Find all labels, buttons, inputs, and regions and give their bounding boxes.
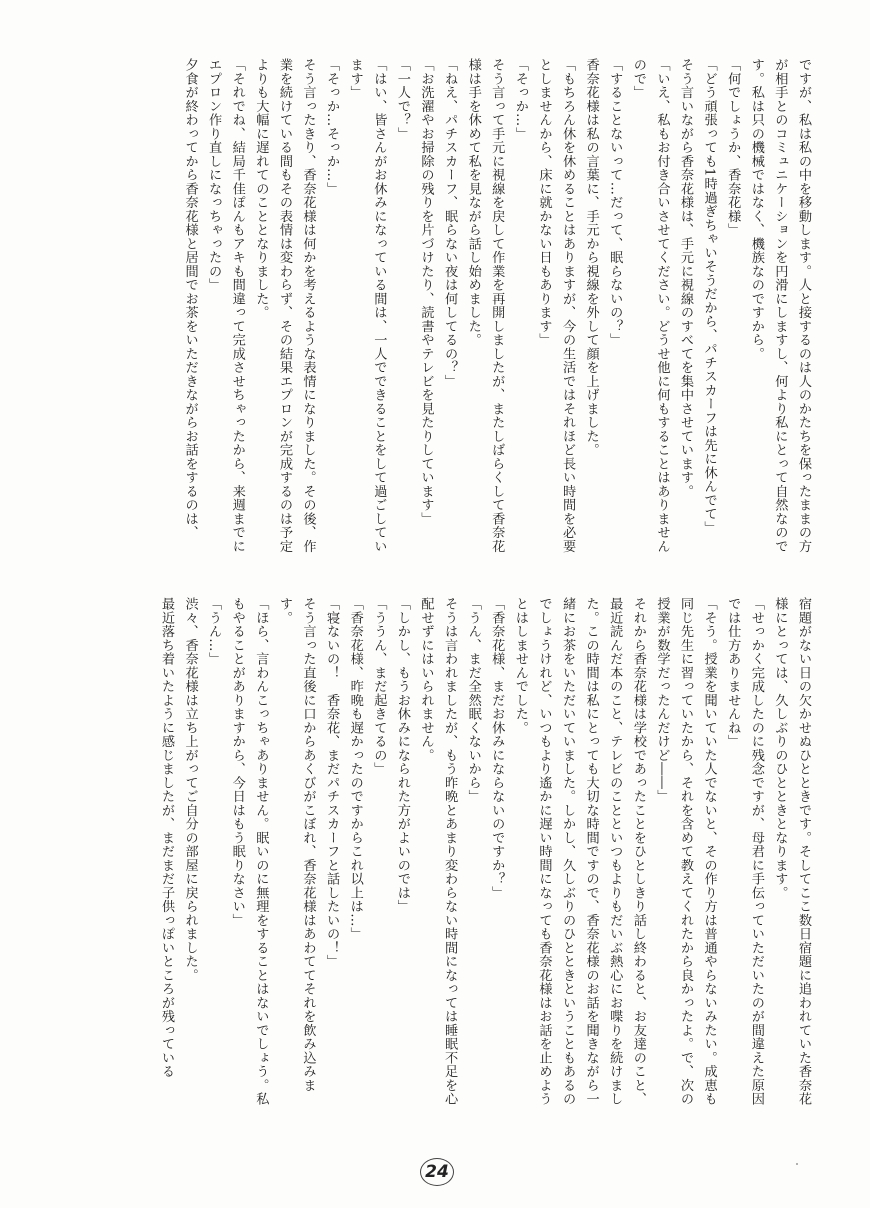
upper-paragraph: 「お洗濯やお掃除の残りを片づけたり、読書やテレビを見たりしています」 [418, 58, 434, 526]
upper-paragraph: 「一人で？」 [394, 58, 410, 141]
page-number [420, 1158, 454, 1186]
lower-paragraph: 「しかし、もうお休みになられた方がよいのでは」 [394, 597, 410, 914]
lower-paragraph: 「うん、まだ全然眠くないから」 [465, 597, 481, 804]
upper-paragraph: 「それでね、結局千佳ぽんもアキも間違って完成させちゃったから、来週までにエプロン作り直しになっちゃったの」 [206, 58, 245, 553]
lower-paragraph: それから香奈花様は学校であったことをひとしきり話し終わると、お友達のこと、最近読んだ本のこと、テレビのことといつもよりもだいぶ熱心にお喋りを続けました。この時間は私にとっても大切な時間ですので、香奈花様のお話を聞きながら一緒にお茶をいただいていました。しかし、久しぶりのひとときということもあるのでしょうけれど、いつもより遙かに遅い時間になっても香奈花様はお話を止めようとはしませんでした。 [512, 597, 646, 1106]
lower-paragraph: 「ううん、まだ起きてるの」 [371, 597, 387, 776]
upper-paragraph: 「いえ、私もお付き合いさせてください。どうせ他に何もすることはありませんので」 [630, 58, 670, 553]
upper-paragraph: そう言ったきり、香奈花様は何かを考えるような表情になりました。その後、作業を続けている間もその表情は変わらず、その結果エプロンが完成するのは予定よりも大幅に遅れてのこととなりました。 [253, 58, 316, 553]
page-number-label: 24 [425, 1162, 449, 1182]
lower-paragraph: 「香奈花様、昨晩も遅かったのですからこれ以上は…」 [347, 597, 363, 941]
upper-paragraph: そう言って手元に視線を戻して作業を再開しましたが、またしばらくして香奈花様は手を休めて私を見ながら話し始めました。 [465, 58, 505, 553]
lower-paragraph: 「うん…」 [206, 597, 222, 666]
lower-paragraph: 「香奈花様、まだお休みにならないのですか？」 [489, 597, 505, 900]
upper-paragraph: 「そっか…そっか…」 [324, 58, 340, 196]
upper-paragraph: 夕食が終わってから香奈花様と居間でお茶をいただきながらお話をするのは、 [182, 58, 198, 540]
lower-paragraph: そう言った直後に口からあくびがこぼれ、香奈花様はあわててそれを飲み込みます。 [276, 597, 316, 1092]
lower-paragraph: 「せっかく完成したのに残念ですが、母君に手伝っていただいたのが間違えた原因では仕方ありませんね」 [725, 597, 764, 1106]
lower-paragraph: 渋々、香奈花様は立ち上がってご自分の部屋に戻られました。 [182, 597, 198, 982]
upper-paragraph: 「することないって…だって、眠らないの？」 [607, 58, 623, 347]
lower-paragraph: そうは言われましたが、もう昨晩とあまり変わらない時間になっては睡眠不足を心配せずにはいられません。 [418, 597, 458, 1106]
upper-paragraph: 「もちろん休を休めることはありますが、今の生活ではそれほど長い時間を必要としませんから、床に就かない日もあります」 [536, 58, 576, 553]
upper-paragraph: 「はい、皆さんがお休みになっている間は、一人でできることをして過ごしています」 [347, 58, 387, 553]
lower-paragraph: 最近落ち着いたように感じましたが、まだまだ子供っぽいところが残っている [158, 597, 174, 1079]
upper-paragraph: 「ねえ、パチスカーフ、眠らない夜は何してるの？」 [442, 58, 458, 388]
upper-paragraph: 「何でしょうか、香奈花様」 [725, 58, 741, 237]
upper-paragraph: 「そっか…」 [512, 58, 528, 141]
upper-text-column [75, 58, 815, 558]
lower-paragraph: 「ほら、言わんこっちゃありません。眠いのに無理をすることはないでしょう。私もやることがありますから、今日はもう眠りなさい」 [229, 597, 269, 1106]
lower-paragraph: 「そう。授業を聞いていた人でないと、その作り方は普通やらないみたい。成恵も同じ先生に習っていたから、それを含めて教えてくれたから良かったよ。で、次の授業が数学だったんだけど――」 [654, 597, 717, 1106]
upper-paragraph: そう言いながら香奈花様は、手元に視線のすべてを集中させています。 [678, 58, 694, 498]
upper-paragraph: 香奈花様は私の言葉に、手元から視線を外して顔を上げました。 [583, 58, 599, 457]
lower-paragraph: 宿題がない日の欠かせぬひとときです。そしてここ数日宿題に追われていた香奈花様にとっては、久しぶりのひとときとなります。 [772, 597, 811, 1106]
lower-paragraph: 「寝ないの！ 香奈花、まだパチスカーフと話したいの！」 [324, 597, 340, 969]
paper-speck [796, 1163, 798, 1165]
upper-paragraph: 「どう頑張っても1時過ぎちゃいそうだから、パチスカーフは先に休んでて」 [701, 58, 717, 535]
upper-paragraph: ですが、私は私の中を移動します。人と接するのは人のかたちを保ったままの方が相手とのコミュニケーションを円滑にしますし、何より私にとって自然なのです。私は只の機械ではなく、機族なのですから。 [748, 58, 811, 553]
lower-text-column [75, 597, 815, 1117]
